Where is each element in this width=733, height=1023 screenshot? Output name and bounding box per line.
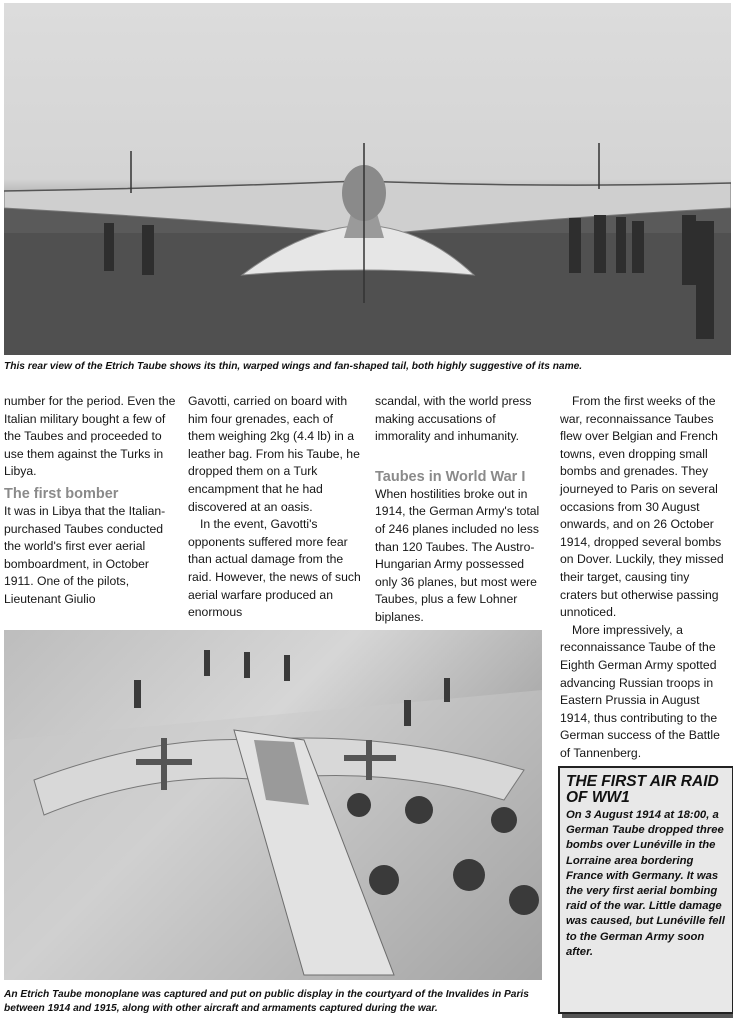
col4-paragraph-2: More impressively, a reconnaissance Taube of the Eighth German Army spotted advancing Russian troops in Eastern Prussia in August 1914, thus contributing to the German success of the Battle of Tannenberg. [560,622,720,760]
col2-paragraph-2: In the event, Gavotti's opponents suffered more fear than actual damage from the raid. However, the news of such aerial warfare produced an enormous [188,517,361,620]
captured-taube-invalides-photo [4,630,542,980]
col3-paragraph-2: When hostilities broke out in 1914, the German Army's total of 246 planes included no less than 120 Taubes. The Austro-Hungarian Army possessed only 36 planes, but most were Taubes, plus a few Lohner biplanes. [375,486,540,624]
captured-taube-illustration [4,630,542,980]
bottom-photo-caption: An Etrich Taube monoplane was captured and put on public display in the courtyard of the Invalides in Paris between 1914 and 1915, along with other aircraft and armaments captured during the war. [4,989,529,1014]
col1-paragraph-2: It was in Libya that the Italian-purchased Taubes conducted the world's first ever aerial bomboardment, in October 1911. One of the pilots, Lieutenant Giulio [4,503,166,606]
sidebar-body: On 3 August 1914 at 18:00, a German Taube dropped three bombs over Lunéville in the Lorraine area bordering France with Germany. It was the very first aerial bombing raid of the war. Little damage was caused, but Lunéville fell to the German Army soon after. [566,809,725,958]
article-column-2 [188,393,362,622]
col2-paragraph-1: Gavotti, carried on board with him four grenades, each of them weighing 2kg (4.4 lb) in a leather bag. From his Taube, he dropped them on a Turk encampment that he had discovered at an oasis. [188,394,360,514]
taube-rear-view-illustration [4,3,731,355]
col4-paragraph-1: From the first weeks of the war, reconnaissance Taubes flew over Belgian and French towns, even dropping small bombs and grenades. They journeyed to Paris on several occasions from 30 August onwards, and on 26 October 1914, dropped several bombs on Dover. Luckily, they missed their target, causing tiny craters but otherwise passing unnoticed. [560,394,724,620]
article-column-3 [375,393,547,627]
sidebar-title: THE FIRST AIR RAID OF WW1 [566,773,719,806]
section-heading-taubes-ww1: Taubes in World War I [375,468,526,485]
article-column-1 [4,393,176,609]
first-air-raid-sidebar [558,766,733,1014]
top-photo-caption: This rear view of the Etrich Taube shows its thin, warped wings and fan-shaped tail, both highly suggestive of its name. [4,361,583,372]
col3-paragraph-1: scandal, with the world press making accusations of immorality and inhumanity. [375,394,532,444]
section-heading-first-bomber: The first bomber [4,485,119,502]
taube-rear-view-photo [4,3,731,355]
article-column-4 [560,393,730,762]
col1-paragraph-1: number for the period. Even the Italian military bought a few of the Taubes and proceeded to use them against the Turks in Libya. [4,394,176,479]
